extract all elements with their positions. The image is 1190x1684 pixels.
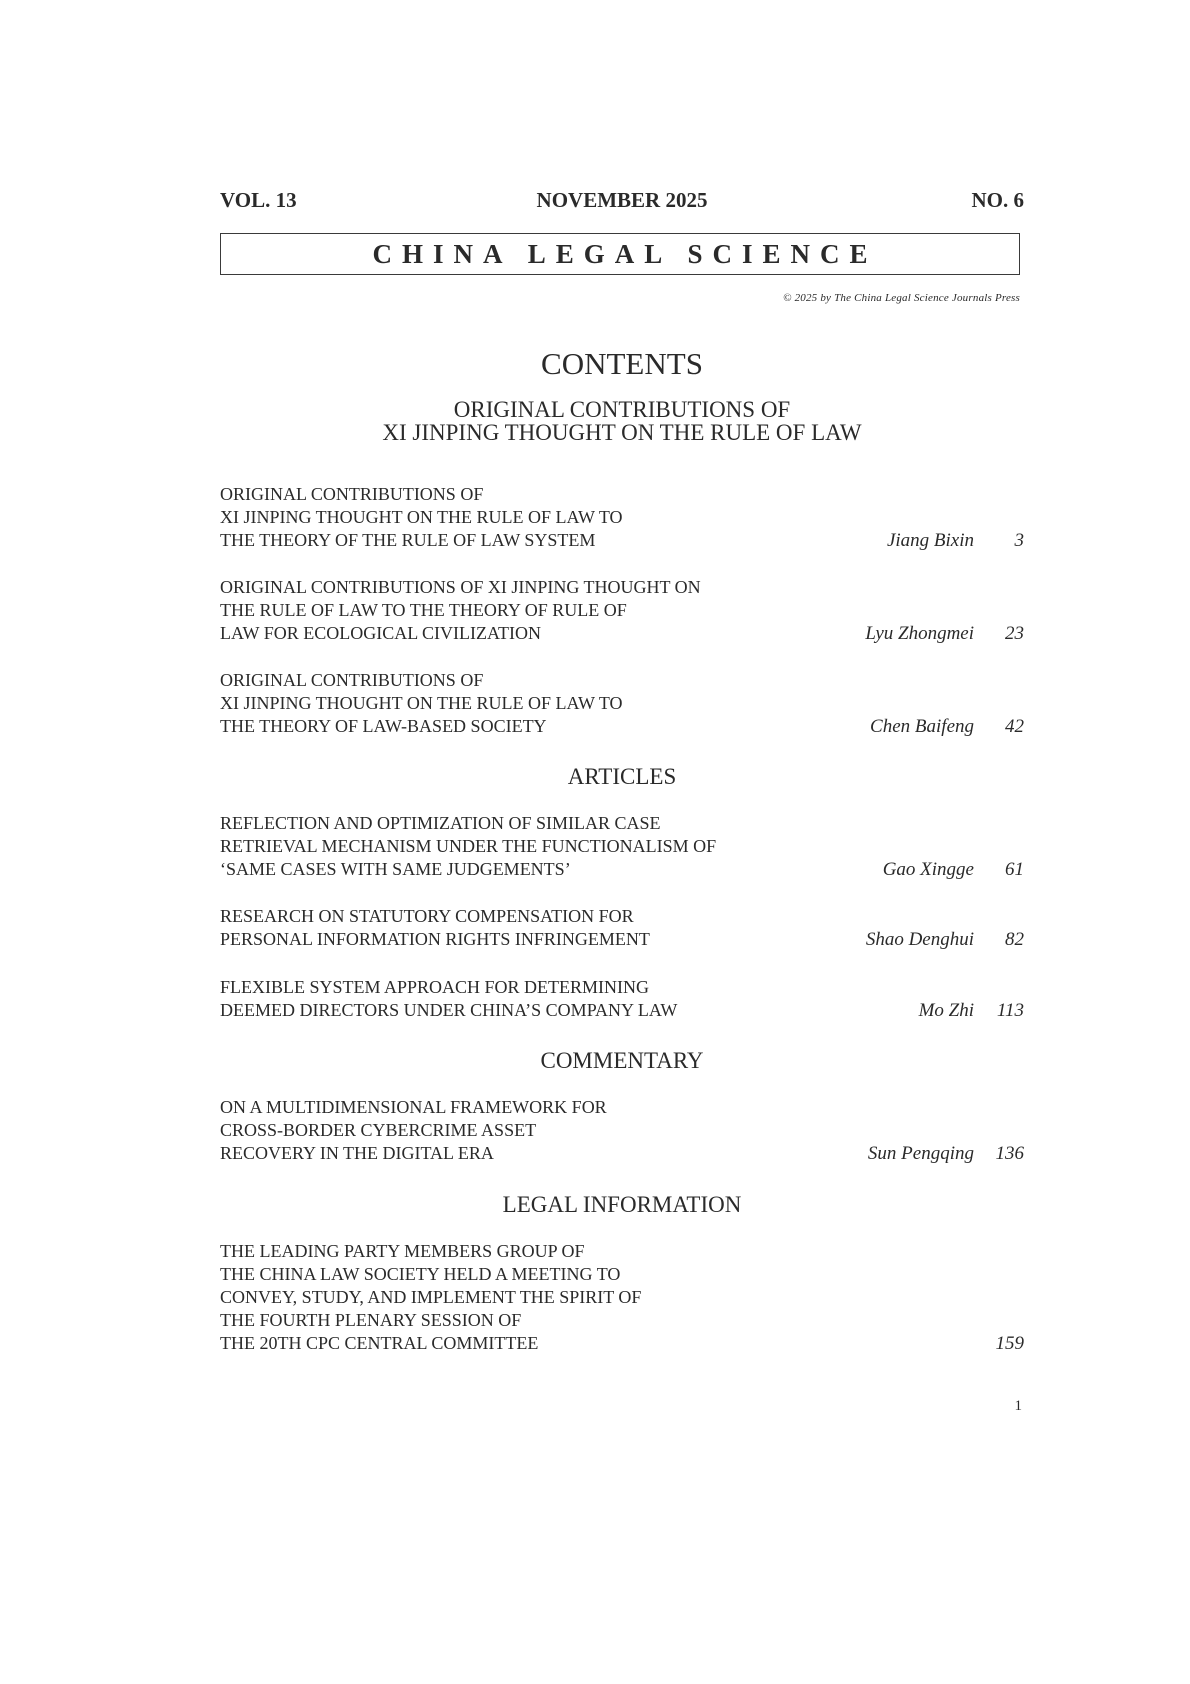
toc-entry[interactable] [220,1240,1024,1355]
issue-number: NO. 6 [971,188,1024,212]
entry-page-number: 113 [996,1000,1024,1021]
entry-title-line: XI JINPING THOUGHT ON THE RULE OF LAW TO [220,693,623,713]
section-heading-line: XI JINPING THOUGHT ON THE RULE OF LAW [382,420,862,445]
entry-page-number: 136 [995,1143,1024,1164]
entry-title-line: RETRIEVAL MECHANISM UNDER THE FUNCTIONALISM OF [220,836,717,856]
entry-title-line: THE CHINA LAW SOCIETY HELD A MEETING TO [220,1264,621,1284]
toc-entry[interactable] [220,905,1024,951]
entry-page-number: 82 [1005,929,1024,950]
section-heading-line: COMMENTARY [540,1048,704,1073]
entry-title-line: ‘SAME CASES WITH SAME JUDGEMENTS’ [220,859,571,879]
entry-title-line: ON A MULTIDIMENSIONAL FRAMEWORK FOR [220,1097,607,1117]
toc-entry[interactable] [220,483,1024,552]
entry-author: Chen Baifeng [870,716,974,737]
entry-title-line: PERSONAL INFORMATION RIGHTS INFRINGEMENT [220,929,650,949]
toc-entry[interactable] [220,976,1024,1022]
toc-entry[interactable] [220,1096,1024,1165]
entry-author: Sun Pengqing [867,1143,974,1164]
entry-author: Lyu Zhongmei [865,623,974,644]
toc-entry[interactable] [220,576,1024,645]
entry-title-line: ORIGINAL CONTRIBUTIONS OF [220,484,484,504]
entry-title-line: THE THEORY OF THE RULE OF LAW SYSTEM [220,530,596,550]
entry-title-line: THE LEADING PARTY MEMBERS GROUP OF [220,1241,585,1261]
entry-title-line: RECOVERY IN THE DIGITAL ERA [220,1143,494,1163]
entry-title-line: THE FOURTH PLENARY SESSION OF [220,1310,522,1330]
contents-heading: CONTENTS [541,346,703,381]
copyright-notice: © 2025 by The China Legal Science Journals Press [783,292,1020,304]
entry-page-number: 3 [1014,530,1024,551]
entry-author: Shao Denghui [865,929,974,950]
entry-title-line: REFLECTION AND OPTIMIZATION OF SIMILAR CASE [220,813,661,833]
journal-title: CHINA LEGAL SCIENCE [220,233,1020,275]
volume-number: VOL. 13 [220,188,297,212]
issue-date: NOVEMBER 2025 [536,188,708,212]
section-heading-line: ARTICLES [567,764,677,789]
entry-title-line: DEEMED DIRECTORS UNDER CHINA’S COMPANY LAW [220,1000,678,1020]
masthead [220,188,1024,218]
entry-title-line: THE RULE OF LAW TO THE THEORY OF RULE OF [220,600,627,620]
entry-title-line: XI JINPING THOUGHT ON THE RULE OF LAW TO [220,507,623,527]
entry-page-number: 23 [1005,623,1024,644]
entry-title-line: ORIGINAL CONTRIBUTIONS OF XI JINPING THOUGHT ON [220,577,701,597]
entry-title-line: FLEXIBLE SYSTEM APPROACH FOR DETERMINING [220,977,650,997]
entry-title-line: LAW FOR ECOLOGICAL CIVILIZATION [220,623,542,643]
entry-title-line: CONVEY, STUDY, AND IMPLEMENT THE SPIRIT OF [220,1287,642,1307]
folio-page-number: 1 [1014,1398,1022,1414]
entry-author: Gao Xingge [882,859,974,880]
section-heading-commentary [220,1049,1024,1072]
entry-title-line: THE 20TH CPC CENTRAL COMMITTEE [220,1333,539,1353]
entry-title [220,1240,1024,1355]
section-heading-line: LEGAL INFORMATION [502,1192,742,1217]
entry-page-number: 159 [995,1333,1024,1354]
section-heading-line: ORIGINAL CONTRIBUTIONS OF [453,397,791,422]
entry-title-line: CROSS-BORDER CYBERCRIME ASSET [220,1120,537,1140]
entry-page-number: 61 [1005,859,1024,880]
toc-entry[interactable] [220,669,1024,738]
entry-page-number: 42 [1005,716,1024,737]
section-heading-rule-of-law [220,398,1024,444]
entry-author: Mo Zhi [918,1000,974,1021]
entry-title [220,976,1024,1022]
section-heading-articles [220,765,1024,788]
section-heading-legal-information [220,1193,1024,1216]
contents-page [220,0,1024,1684]
entry-title-line: ORIGINAL CONTRIBUTIONS OF [220,670,484,690]
toc-entry[interactable] [220,812,1024,881]
entry-title-line: THE THEORY OF LAW-BASED SOCIETY [220,716,547,736]
entry-title-line: RESEARCH ON STATUTORY COMPENSATION FOR [220,906,634,926]
entry-author: Jiang Bixin [886,530,974,551]
